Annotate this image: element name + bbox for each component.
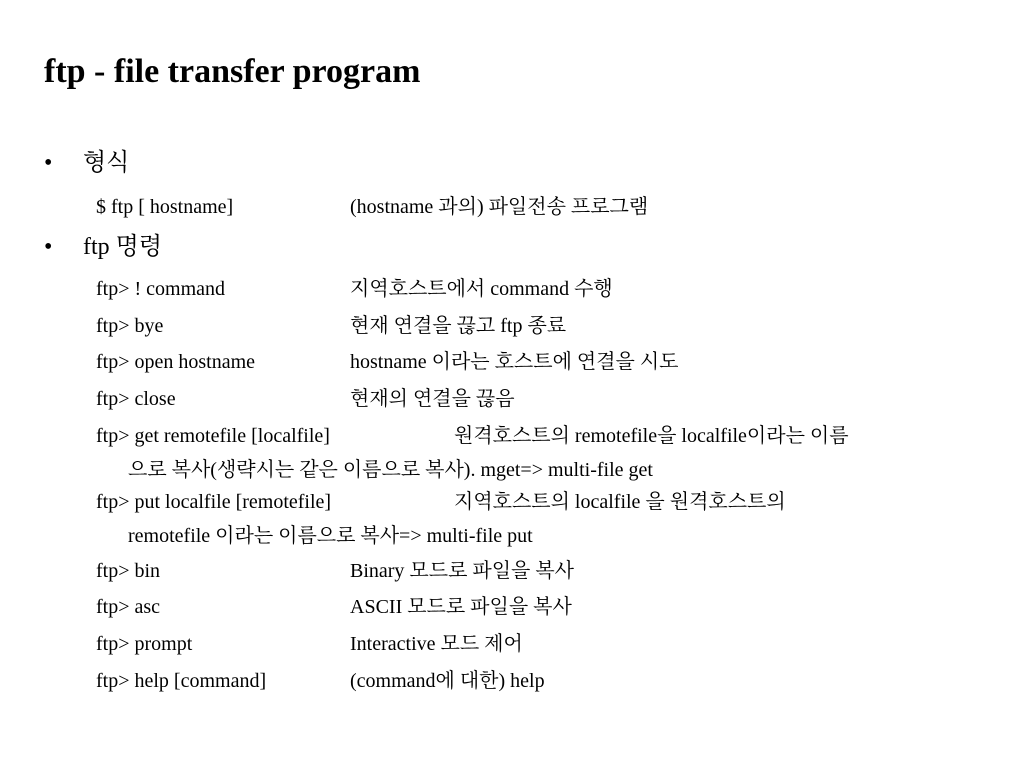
command-description: Interactive 모드 제어 [350, 633, 523, 655]
command-description: hostname 이라는 호스트에 연결을 시도 [350, 351, 679, 373]
command-syntax: ftp> get remotefile [localfile] [96, 425, 330, 447]
bullet-heading: ftp 명령 [83, 234, 163, 260]
command-description: 지역호스트에서 command 수행 [350, 278, 613, 300]
command-description: ASCII 모드로 파일을 복사 [350, 596, 572, 618]
command-description-continued: remotefile 이라는 이름으로 복사=> multi-file put [128, 525, 533, 547]
command-syntax: ftp> put localfile [remotefile] [96, 491, 332, 513]
command-description: 현재의 연결을 끊음 [350, 388, 515, 410]
bullet-dot: • [44, 150, 53, 176]
command-description: 원격호스트의 remotefile을 localfile이라는 이름 [454, 425, 849, 447]
command-description-continued: 으로 복사(생략시는 같은 이름으로 복사). mget=> multi-file get [128, 459, 653, 481]
command-syntax: ftp> bye [96, 315, 164, 337]
command-description: (command에 대한) help [350, 670, 545, 692]
command-description: 현재 연결을 끊고 ftp 종료 [350, 315, 567, 337]
command-description: Binary 모드로 파일을 복사 [350, 560, 574, 582]
command-syntax: ftp> open hostname [96, 351, 256, 373]
syntax-command: $ ftp [ hostname] [96, 196, 234, 218]
command-syntax: ftp> ! command [96, 278, 226, 300]
command-syntax: ftp> help [command] [96, 670, 267, 692]
slide-title: ftp - file transfer program [44, 53, 421, 90]
bullet-heading: 형식 [83, 150, 130, 176]
command-syntax: ftp> bin [96, 560, 161, 582]
command-syntax: ftp> prompt [96, 633, 193, 655]
command-syntax: ftp> asc [96, 596, 161, 618]
syntax-description: (hostname 과의) 파일전송 프로그램 [350, 196, 649, 218]
command-description: 지역호스트의 localfile 을 원격호스트의 [454, 491, 786, 513]
bullet-dot: • [44, 234, 53, 260]
command-syntax: ftp> close [96, 388, 176, 410]
